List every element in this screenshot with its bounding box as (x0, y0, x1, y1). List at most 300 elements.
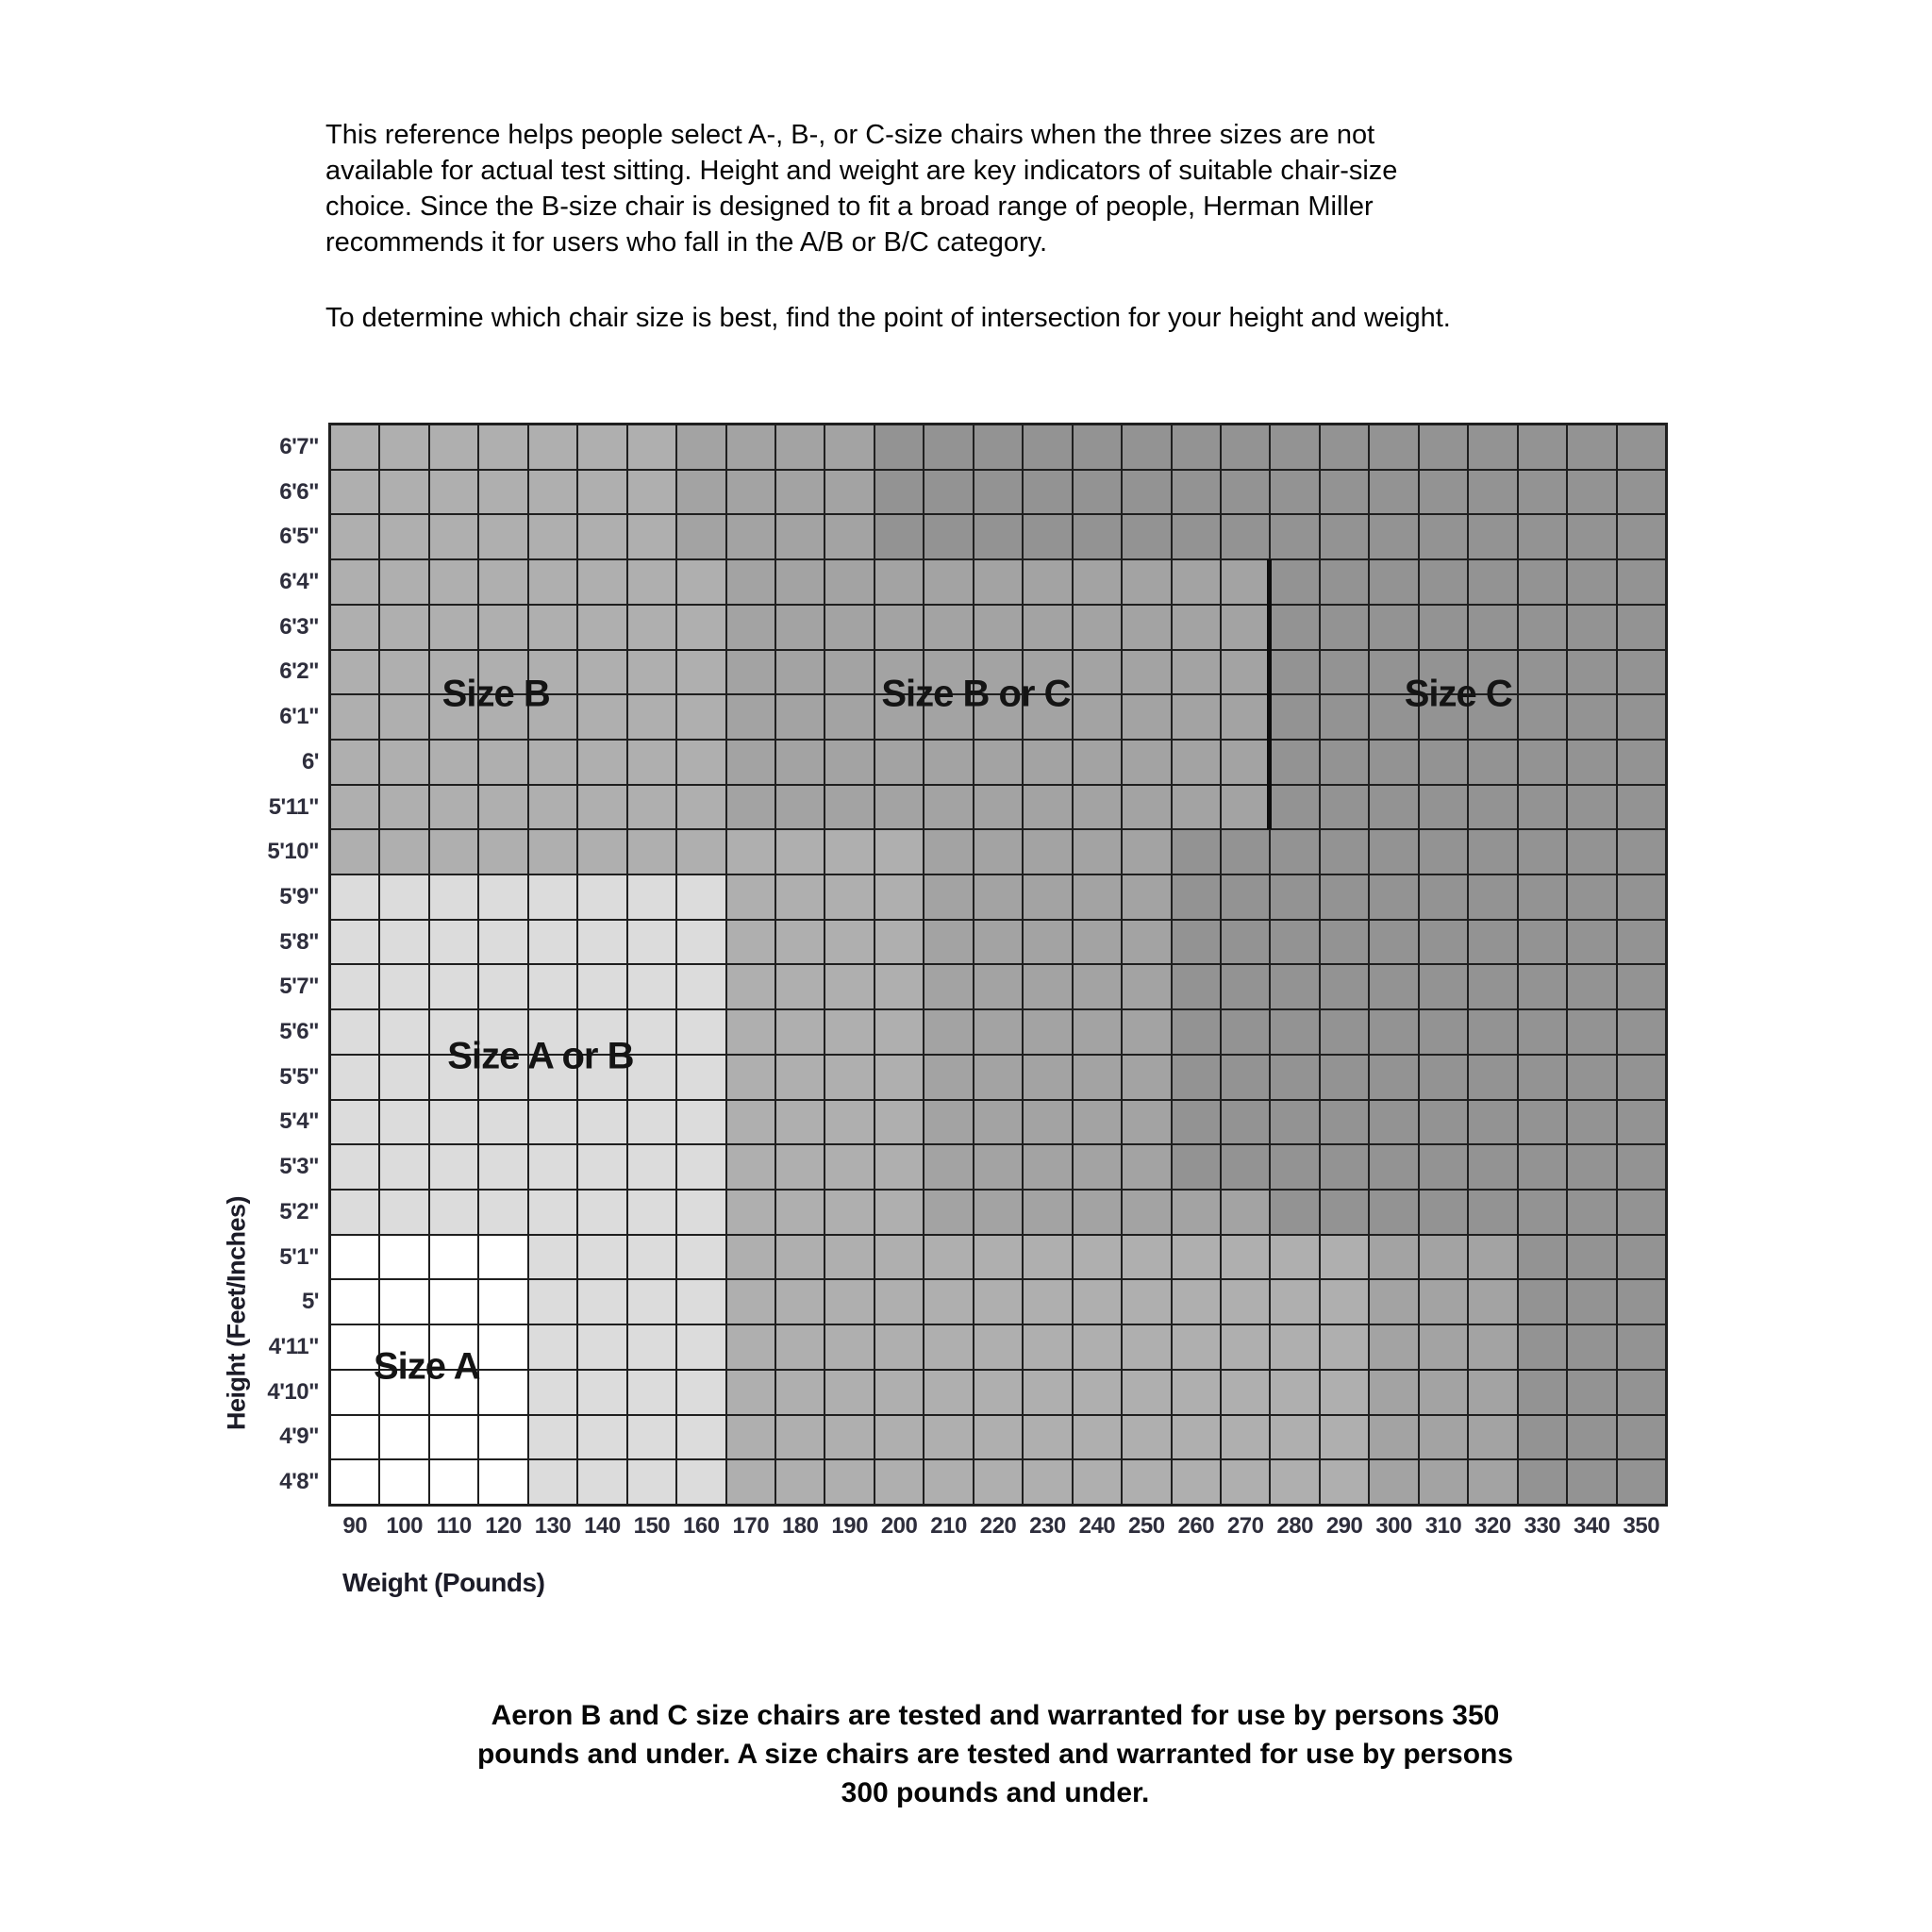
grid-cell (1270, 1190, 1319, 1235)
zone-label: Size A (373, 1345, 480, 1388)
grid-cell (379, 1415, 428, 1460)
grid-cell (974, 1190, 1023, 1235)
grid-cell (924, 1100, 973, 1145)
grid-cell (1419, 964, 1468, 1009)
grid-cell (429, 1415, 478, 1460)
grid-cell (1567, 559, 1616, 605)
grid-cell (1468, 1324, 1517, 1370)
grid-cell (330, 694, 379, 740)
grid-cell (974, 1415, 1023, 1460)
grid-cell (874, 785, 924, 830)
grid-cell (1518, 920, 1567, 965)
grid-cell (478, 559, 527, 605)
grid-cell (874, 559, 924, 605)
grid-cell (1172, 920, 1221, 965)
grid-cell (379, 470, 428, 515)
grid-cell (1518, 425, 1567, 470)
grid-cell (676, 559, 725, 605)
grid-cell (1122, 1415, 1171, 1460)
grid-cell (924, 514, 973, 559)
grid-cell (726, 1235, 775, 1280)
grid-cell (528, 740, 577, 785)
grid-cell (577, 514, 626, 559)
grid-cell (1518, 514, 1567, 559)
grid-cell (726, 650, 775, 695)
grid-cell (874, 1144, 924, 1190)
grid-cell (1468, 740, 1517, 785)
grid-cell (775, 920, 824, 965)
grid-cell (1518, 1190, 1567, 1235)
grid-cell (1172, 785, 1221, 830)
y-axis-label: 6'7" (279, 433, 319, 459)
grid-cell (1073, 964, 1122, 1009)
grid-cell (1122, 964, 1171, 1009)
grid-cell (775, 964, 824, 1009)
x-axis-label: 90 (342, 1513, 368, 1539)
grid-cell (726, 1100, 775, 1145)
grid-cell (429, 605, 478, 650)
grid-cell (1122, 1370, 1171, 1415)
grid-cell (1518, 1144, 1567, 1190)
grid-cell (1221, 1144, 1270, 1190)
grid-cell (1172, 1009, 1221, 1055)
grid-cell (726, 1055, 775, 1100)
grid-cell (1122, 425, 1171, 470)
grid-cell (1073, 785, 1122, 830)
grid-cell (924, 1279, 973, 1324)
grid-cell (1369, 964, 1418, 1009)
grid-cell (974, 425, 1023, 470)
grid-cell (429, 829, 478, 874)
grid-cell (627, 1100, 676, 1145)
grid-cell (478, 1055, 527, 1100)
grid-cell (330, 1144, 379, 1190)
grid-cell (824, 694, 874, 740)
x-axis-label: 280 (1276, 1513, 1313, 1539)
grid-cell (429, 874, 478, 920)
grid-cell (775, 605, 824, 650)
grid-cell (478, 1100, 527, 1145)
grid-cell (1567, 1190, 1616, 1235)
grid-cell (1023, 1144, 1072, 1190)
grid-cell (577, 829, 626, 874)
grid-cell (1172, 514, 1221, 559)
grid-cell (1023, 694, 1072, 740)
grid-cell (528, 1235, 577, 1280)
grid-cell (1221, 514, 1270, 559)
grid-cell (528, 1370, 577, 1415)
grid-cell (1419, 1279, 1468, 1324)
grid-cell (775, 694, 824, 740)
grid-cell (676, 1100, 725, 1145)
grid-cell (478, 1459, 527, 1505)
zone-label: Size B (441, 673, 550, 715)
grid-cell (1320, 1459, 1369, 1505)
grid-cell (1617, 1144, 1666, 1190)
grid-cell (577, 470, 626, 515)
grid-cell (1221, 1100, 1270, 1145)
grid-cell (726, 1459, 775, 1505)
grid-cell (1518, 1459, 1567, 1505)
grid-cell (379, 1100, 428, 1145)
grid-cell (676, 1055, 725, 1100)
grid-cell (1023, 829, 1072, 874)
grid-cell (1221, 1324, 1270, 1370)
grid-cell (1567, 1100, 1616, 1145)
grid-cell (1270, 559, 1319, 605)
footnote-line: Aeron B and C size chairs are tested and warranted for use by persons 350 (491, 1700, 1500, 1731)
grid-cell (528, 829, 577, 874)
grid-cell (1369, 920, 1418, 965)
grid-cell (874, 425, 924, 470)
grid-cell (528, 1190, 577, 1235)
grid-cell (577, 1324, 626, 1370)
grid-cell (528, 1100, 577, 1145)
x-axis-title: Weight (Pounds) (342, 1568, 545, 1597)
grid-cell (429, 785, 478, 830)
grid-cell (429, 1370, 478, 1415)
grid-cell (627, 1370, 676, 1415)
grid-cell (1468, 1055, 1517, 1100)
grid-cell (429, 559, 478, 605)
grid-cell (1172, 559, 1221, 605)
grid-cell (330, 605, 379, 650)
grid-cell (627, 740, 676, 785)
grid-cell (676, 425, 725, 470)
grid-cell (1617, 1190, 1666, 1235)
grid-cell (1270, 1100, 1319, 1145)
grid-cell (874, 1100, 924, 1145)
grid-cell (627, 425, 676, 470)
x-axis-label: 220 (979, 1513, 1017, 1539)
grid-cell (874, 1190, 924, 1235)
grid-cell (676, 1370, 725, 1415)
grid-cell (429, 740, 478, 785)
grid-cell (1221, 1370, 1270, 1415)
x-axis-label: 240 (1078, 1513, 1116, 1539)
grid-cell (627, 874, 676, 920)
grid-cell (676, 514, 725, 559)
grid-cell (1468, 1415, 1517, 1460)
grid-cell (775, 559, 824, 605)
grid-cell (775, 785, 824, 830)
x-axis-label: 210 (930, 1513, 967, 1539)
grid-cell (1023, 1370, 1072, 1415)
x-axis-label: 230 (1029, 1513, 1066, 1539)
x-axis-label: 270 (1226, 1513, 1264, 1539)
grid-cell (1369, 740, 1418, 785)
grid-cell (676, 1415, 725, 1460)
grid-cell (726, 874, 775, 920)
grid-cell (1617, 605, 1666, 650)
grid-cell (330, 1324, 379, 1370)
grid-cell (824, 1144, 874, 1190)
grid-cell (478, 1235, 527, 1280)
grid-cell (726, 1144, 775, 1190)
grid-cell (379, 650, 428, 695)
x-axis-tick-labels (328, 1513, 1664, 1547)
grid-cell (1567, 1144, 1616, 1190)
grid-cell (1567, 514, 1616, 559)
grid-cell (1320, 874, 1369, 920)
grid-cell (379, 1235, 428, 1280)
grid-cell (1172, 1190, 1221, 1235)
grid-cell (974, 1100, 1023, 1145)
grid-cell (1369, 1324, 1418, 1370)
grid-cell (528, 514, 577, 559)
grid-cell (528, 785, 577, 830)
grid-cell (726, 1190, 775, 1235)
grid-cell (974, 1055, 1023, 1100)
grid-cell (1172, 1144, 1221, 1190)
grid-cell (726, 514, 775, 559)
grid-cell (577, 425, 626, 470)
grid-cell (775, 1100, 824, 1145)
grid-cell (1270, 920, 1319, 965)
grid-cell (577, 1235, 626, 1280)
grid-cell (577, 1459, 626, 1505)
grid-cell (1320, 1324, 1369, 1370)
grid-cell (1567, 470, 1616, 515)
grid-cell (1221, 964, 1270, 1009)
grid-cell (1320, 514, 1369, 559)
grid-cell (379, 1279, 428, 1324)
y-axis-label: 5'3" (279, 1154, 319, 1180)
y-axis-label: 5'4" (279, 1108, 319, 1135)
grid-cell (726, 559, 775, 605)
grid-cell (1518, 1370, 1567, 1415)
grid-cell (1073, 470, 1122, 515)
grid-cell (1468, 1370, 1517, 1415)
grid-cell (1221, 1279, 1270, 1324)
grid-cell (1468, 1009, 1517, 1055)
grid-cell (1172, 1235, 1221, 1280)
grid-cell (1617, 874, 1666, 920)
grid-cell (1567, 1324, 1616, 1370)
grid-cell (1518, 1100, 1567, 1145)
grid-cell (1073, 514, 1122, 559)
grid-cell (974, 559, 1023, 605)
grid-cell (478, 605, 527, 650)
grid-cell (1468, 964, 1517, 1009)
grid-cell (1419, 694, 1468, 740)
grid-cell (1567, 1459, 1616, 1505)
grid-cell (1419, 1144, 1468, 1190)
grid-cell (1369, 1459, 1418, 1505)
grid-cell (577, 559, 626, 605)
grid-cell (627, 1459, 676, 1505)
grid-cell (1369, 1190, 1418, 1235)
grid-cell (775, 1055, 824, 1100)
grid-cell (924, 1459, 973, 1505)
grid-cell (1270, 874, 1319, 920)
grid-cell (1221, 785, 1270, 830)
grid-cell (775, 1144, 824, 1190)
grid-cell (577, 1055, 626, 1100)
grid-cell (429, 1100, 478, 1145)
grid-cell (577, 920, 626, 965)
grid-cell (1617, 470, 1666, 515)
grid-cell (429, 650, 478, 695)
grid-cell (627, 785, 676, 830)
grid-cell (1122, 874, 1171, 920)
grid-cell (1567, 694, 1616, 740)
grid-cell (528, 920, 577, 965)
grid-cell (1073, 740, 1122, 785)
y-axis-label: 6'5" (279, 524, 319, 550)
grid-cell (726, 785, 775, 830)
grid-cell (1073, 650, 1122, 695)
grid-cell (577, 1279, 626, 1324)
grid-cell (1518, 559, 1567, 605)
grid-cell (478, 425, 527, 470)
grid-cell (1617, 964, 1666, 1009)
grid-cell (1073, 1279, 1122, 1324)
grid-cell (1023, 1009, 1072, 1055)
grid-cell (1369, 694, 1418, 740)
grid-cell (1023, 1415, 1072, 1460)
grid-cell (974, 829, 1023, 874)
grid-cell (1023, 964, 1072, 1009)
grid-cell (1567, 1009, 1616, 1055)
grid-cell (528, 964, 577, 1009)
y-axis-label: 5'11" (268, 793, 319, 820)
grid-cell (974, 1279, 1023, 1324)
grid-cell (478, 514, 527, 559)
grid-cell (330, 425, 379, 470)
y-axis-label: 4'9" (279, 1424, 319, 1450)
grid-cell (924, 1324, 973, 1370)
grid-cell (726, 425, 775, 470)
y-axis-title: Height (Feet/Inches) (222, 1195, 251, 1431)
grid-cell (478, 785, 527, 830)
grid-cell (1172, 1055, 1221, 1100)
grid-cell (1419, 1235, 1468, 1280)
grid-cell (330, 470, 379, 515)
x-axis-label: 110 (436, 1513, 472, 1539)
y-axis-label: 6'1" (279, 704, 319, 730)
grid-cell (528, 1459, 577, 1505)
grid-cell (1468, 694, 1517, 740)
grid-cell (824, 514, 874, 559)
grid-cell (429, 1009, 478, 1055)
grid-cell (1073, 694, 1122, 740)
grid-cell (1023, 1324, 1072, 1370)
grid-cell (824, 964, 874, 1009)
grid-cell (924, 425, 973, 470)
grid-cell (726, 605, 775, 650)
grid-cell (874, 694, 924, 740)
grid-cell (528, 1279, 577, 1324)
grid-cell (1468, 514, 1517, 559)
grid-cell (1122, 694, 1171, 740)
grid-cell (627, 1324, 676, 1370)
grid-cell (1221, 650, 1270, 695)
grid-cell (1023, 1279, 1072, 1324)
grid-cell (528, 650, 577, 695)
grid-cell (1419, 785, 1468, 830)
grid-cell (1369, 650, 1418, 695)
grid-cell (1122, 1055, 1171, 1100)
grid-cell (726, 1415, 775, 1460)
grid-cell (379, 559, 428, 605)
grid-cell (379, 1144, 428, 1190)
grid-cell (379, 920, 428, 965)
grid-cell (824, 1190, 874, 1235)
grid-cell (1369, 1144, 1418, 1190)
grid-cell (379, 964, 428, 1009)
grid-cell (1023, 874, 1072, 920)
grid-cell (1320, 650, 1369, 695)
intro-line: This reference helps people select A-, B-, or C-size chairs when the three sizes are not (325, 120, 1375, 150)
grid-cell (528, 425, 577, 470)
grid-cell (1073, 874, 1122, 920)
grid-cell (775, 1370, 824, 1415)
grid-cell (528, 559, 577, 605)
x-axis-label: 330 (1524, 1513, 1561, 1539)
grid-cell (1419, 425, 1468, 470)
grid-cell (824, 1459, 874, 1505)
grid-cell (1518, 1279, 1567, 1324)
grid-cell (1617, 829, 1666, 874)
grid-cell (1073, 1324, 1122, 1370)
grid-cell (429, 1279, 478, 1324)
grid-cell (1468, 470, 1517, 515)
grid-cell (874, 1279, 924, 1324)
grid-cell (924, 785, 973, 830)
grid-cell (1468, 1100, 1517, 1145)
grid-cell (1221, 1235, 1270, 1280)
grid-cell (874, 1235, 924, 1280)
chart-grid (328, 423, 1668, 1507)
grid-cell (824, 1370, 874, 1415)
grid-cell (1023, 1100, 1072, 1145)
grid-cell (1172, 1324, 1221, 1370)
grid-cell (1122, 1279, 1171, 1324)
grid-cell (775, 740, 824, 785)
grid-cell (1369, 1370, 1418, 1415)
x-axis-label: 150 (633, 1513, 671, 1539)
grid-cell (676, 785, 725, 830)
grid-cell (330, 829, 379, 874)
grid-cell (726, 1370, 775, 1415)
grid-cell (1567, 874, 1616, 920)
grid-cell (1567, 964, 1616, 1009)
x-axis-label: 350 (1623, 1513, 1660, 1539)
grid-cell (478, 964, 527, 1009)
grid-cell (924, 964, 973, 1009)
grid-cell (1320, 1100, 1369, 1145)
grid-cell (429, 1190, 478, 1235)
grid-cell (330, 1100, 379, 1145)
grid-cell (577, 1190, 626, 1235)
grid-cell (775, 1235, 824, 1280)
grid-cell (1518, 740, 1567, 785)
grid-cell (1369, 785, 1418, 830)
grid-cell (1419, 1370, 1468, 1415)
grid-cell (330, 874, 379, 920)
grid-cell (974, 1144, 1023, 1190)
y-axis-label: 5'10" (267, 839, 319, 865)
grid-cell (1468, 1144, 1517, 1190)
grid-cell (1320, 920, 1369, 965)
grid-cell (1172, 1370, 1221, 1415)
grid-cell (1518, 605, 1567, 650)
grid-cell (1320, 694, 1369, 740)
grid-cell (1122, 920, 1171, 965)
grid-cell (1468, 425, 1517, 470)
grid-cell (577, 605, 626, 650)
